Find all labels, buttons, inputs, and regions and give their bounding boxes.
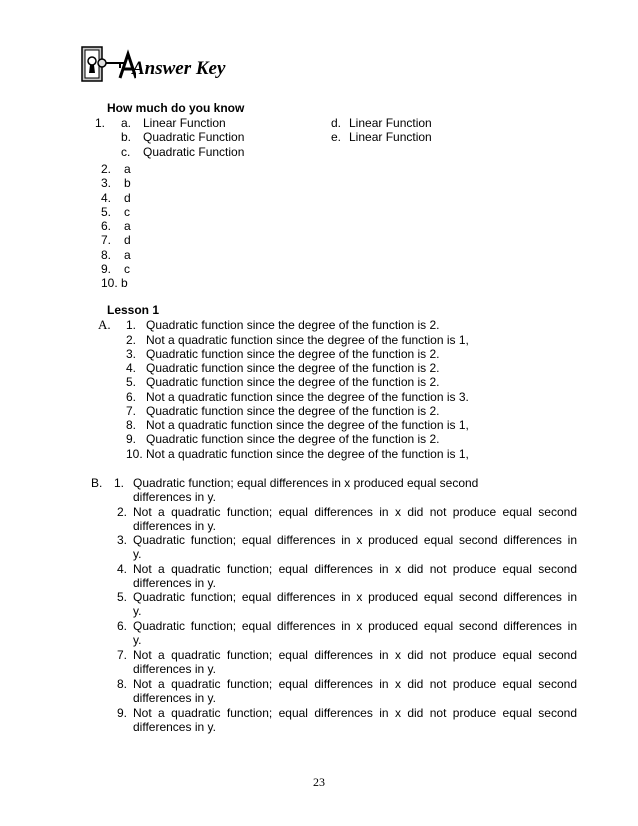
list-item: 9. Quadratic function since the degree of the function is 2.: [126, 432, 440, 446]
section-title-lesson-1: Lesson 1: [107, 303, 160, 317]
part-letter: d.: [331, 116, 342, 130]
part-answer: Quadratic Function: [143, 145, 245, 159]
list-item: 10. b: [101, 276, 128, 290]
list-item: 3. Quadratic function since the degree of the function is 2.: [126, 347, 440, 361]
list-item: 8. Not a quadratic function since the degree of the function is 1,: [126, 418, 469, 432]
section-title-how-much-do-you-know: How much do you know: [107, 101, 245, 115]
list-item: 4. d: [101, 191, 131, 205]
list-item: 1. Quadratic function since the degree of the function is 2.: [126, 318, 440, 332]
part-a-label: A.: [98, 317, 111, 332]
part-letter: b.: [121, 130, 132, 144]
list-item: 6. a: [101, 219, 131, 233]
part-letter: e.: [331, 130, 342, 144]
part-answer: Linear Function: [143, 116, 226, 130]
part-answer: Linear Function: [349, 130, 432, 144]
list-item: 9. c: [101, 262, 130, 276]
list-item: 2. Not a quadratic function since the degree of the function is 1,: [126, 333, 469, 347]
key-in-keyhole-icon: [80, 46, 136, 82]
part-letter: c.: [121, 145, 131, 159]
list-item: 8. a: [101, 248, 131, 262]
item-number: 1.: [95, 116, 106, 130]
list-item: 6. Not a quadratic function since the degree of the function is 3.: [126, 390, 469, 404]
list-item: 7. Quadratic function since the degree of the function is 2.: [126, 404, 440, 418]
list-item: 4. Quadratic function since the degree of the function is 2.: [126, 361, 440, 375]
list-item: 5. c: [101, 205, 130, 219]
page-title: Answer Key: [132, 58, 226, 79]
part-answer: Linear Function: [349, 116, 432, 130]
list-item: 5. Quadratic function since the degree of the function is 2.: [126, 375, 440, 389]
part-answer: Quadratic Function: [143, 130, 245, 144]
part-letter: a.: [121, 116, 132, 130]
part-b-label: B.: [91, 476, 103, 490]
list-item: 2. a: [101, 162, 131, 176]
page-number: 23: [313, 775, 325, 789]
list-item: 10. Not a quadratic function since the degree of the function is 1,: [126, 447, 469, 461]
list-item: 7. d: [101, 233, 131, 247]
list-item: 3. b: [101, 176, 131, 190]
